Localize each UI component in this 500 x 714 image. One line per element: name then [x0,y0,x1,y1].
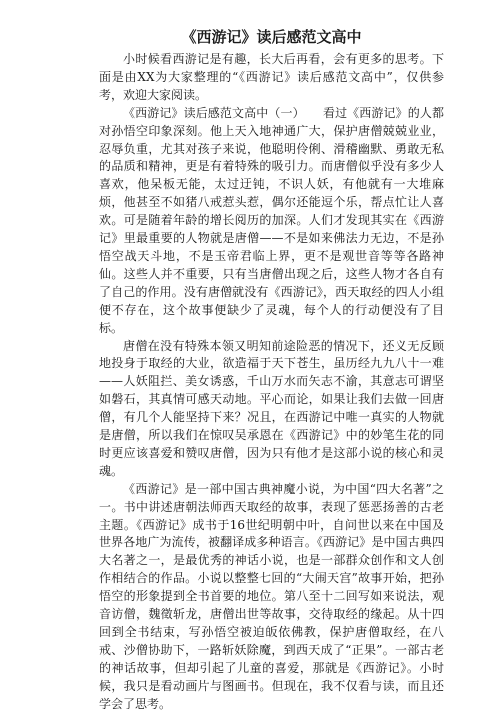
document-title: 《西游记》读后感范文高中 [181,28,362,46]
paragraph-one: 《西游记》读后感范文高中（一） 看过《西游记》的人都对孙悟空印象深刻。他上天入地神通广大，保护唐僧兢兢业业，忍辱负重，尤其对孩子来说，他聪明伶俐、滑稽幽默、勇敢无私的品质和精神，更是有着特殊的吸引力。而唐僧似乎没有多少人喜欢，他呆板无能，太过迂钝，不识人妖，有他就有一大堆麻烦，他甚至不如猪八戒惹头惹，偶尔还能逗个乐，帮点忙让人喜欢。可是随着年龄的增长阅历的加深。人们才发现其实在《西游记》里最重要的人物就是唐僧——不是如来佛法力无边，不是孙悟空战天斗地，不是玉帝君临上界，更不是观世音等等各路神仙。这些人并不重要，只有当唐僧出现之后，这些人物才各自有了自己的作用。没有唐僧就没有《西游记》，西天取经的四人小组便不存在，这个故事便缺少了灵魂，每个人的行动便没有了目标。 [99,105,444,335]
paragraph-three: 《西游记》是一部中国古典神魔小说，为中国“四大名著”之一。书中讲述唐朝法师西天取经的故事，表现了惩恶扬善的古老主题。《西游记》成书于16世纪明朝中叶，自问世以来在中国及世界各地广为流传，被翻译成多种语言。《西游记》是中国古典四大名著之一，是最优秀的神话小说，也是一部群众创作和文人创作相结合的作品。小说以整整七回的“大闹天宫”故事开始，把孙悟空的形象提到全书首要的地位。第八至十二回写如来说法，观音访僧，魏徵斩龙，唐僧出世等故事，交待取经的缘起。从十四回到全书结束，写孙悟空被迫皈依佛教，保护唐僧取经，在八戒、沙僧协助下，一路斩妖除魔，到西天成了“正果”。一部古老的神话故事，但却引起了儿童的喜爱，那就是《西游记》。小时候，我只是看动画片与图画书。但现在，我不仅看与读，而且还学会了思考。 [99,481,444,711]
paragraph-intro: 小时候看西游记是有趣，长大后再看，会有更多的思考。下面是由XX为大家整理的“《西游记》读后感范文高中”，仅供参考，欢迎大家阅读。 [99,52,444,102]
paragraph-two: 唐僧在没有特殊本领又明知前途险恶的情况下，还义无反顾地投身于取经的大业，欲造福于天下苍生，虽历经九九八十一难——人妖阻拦、美女诱惑，千山万水而矢志不渝，其意志可谓坚如磐石，其真情可感天动地。平心而论，如果让我们去做一回唐僧，有几个人能坚持下来？况且，在西游记中唯一真实的人物就是唐僧，所以我们在惊叹吴承恩在《西游记》中的妙笔生花的同时更应该喜爱和赞叹唐僧，因为只有他才是这部小说的核心和灵魂。 [99,338,444,478]
